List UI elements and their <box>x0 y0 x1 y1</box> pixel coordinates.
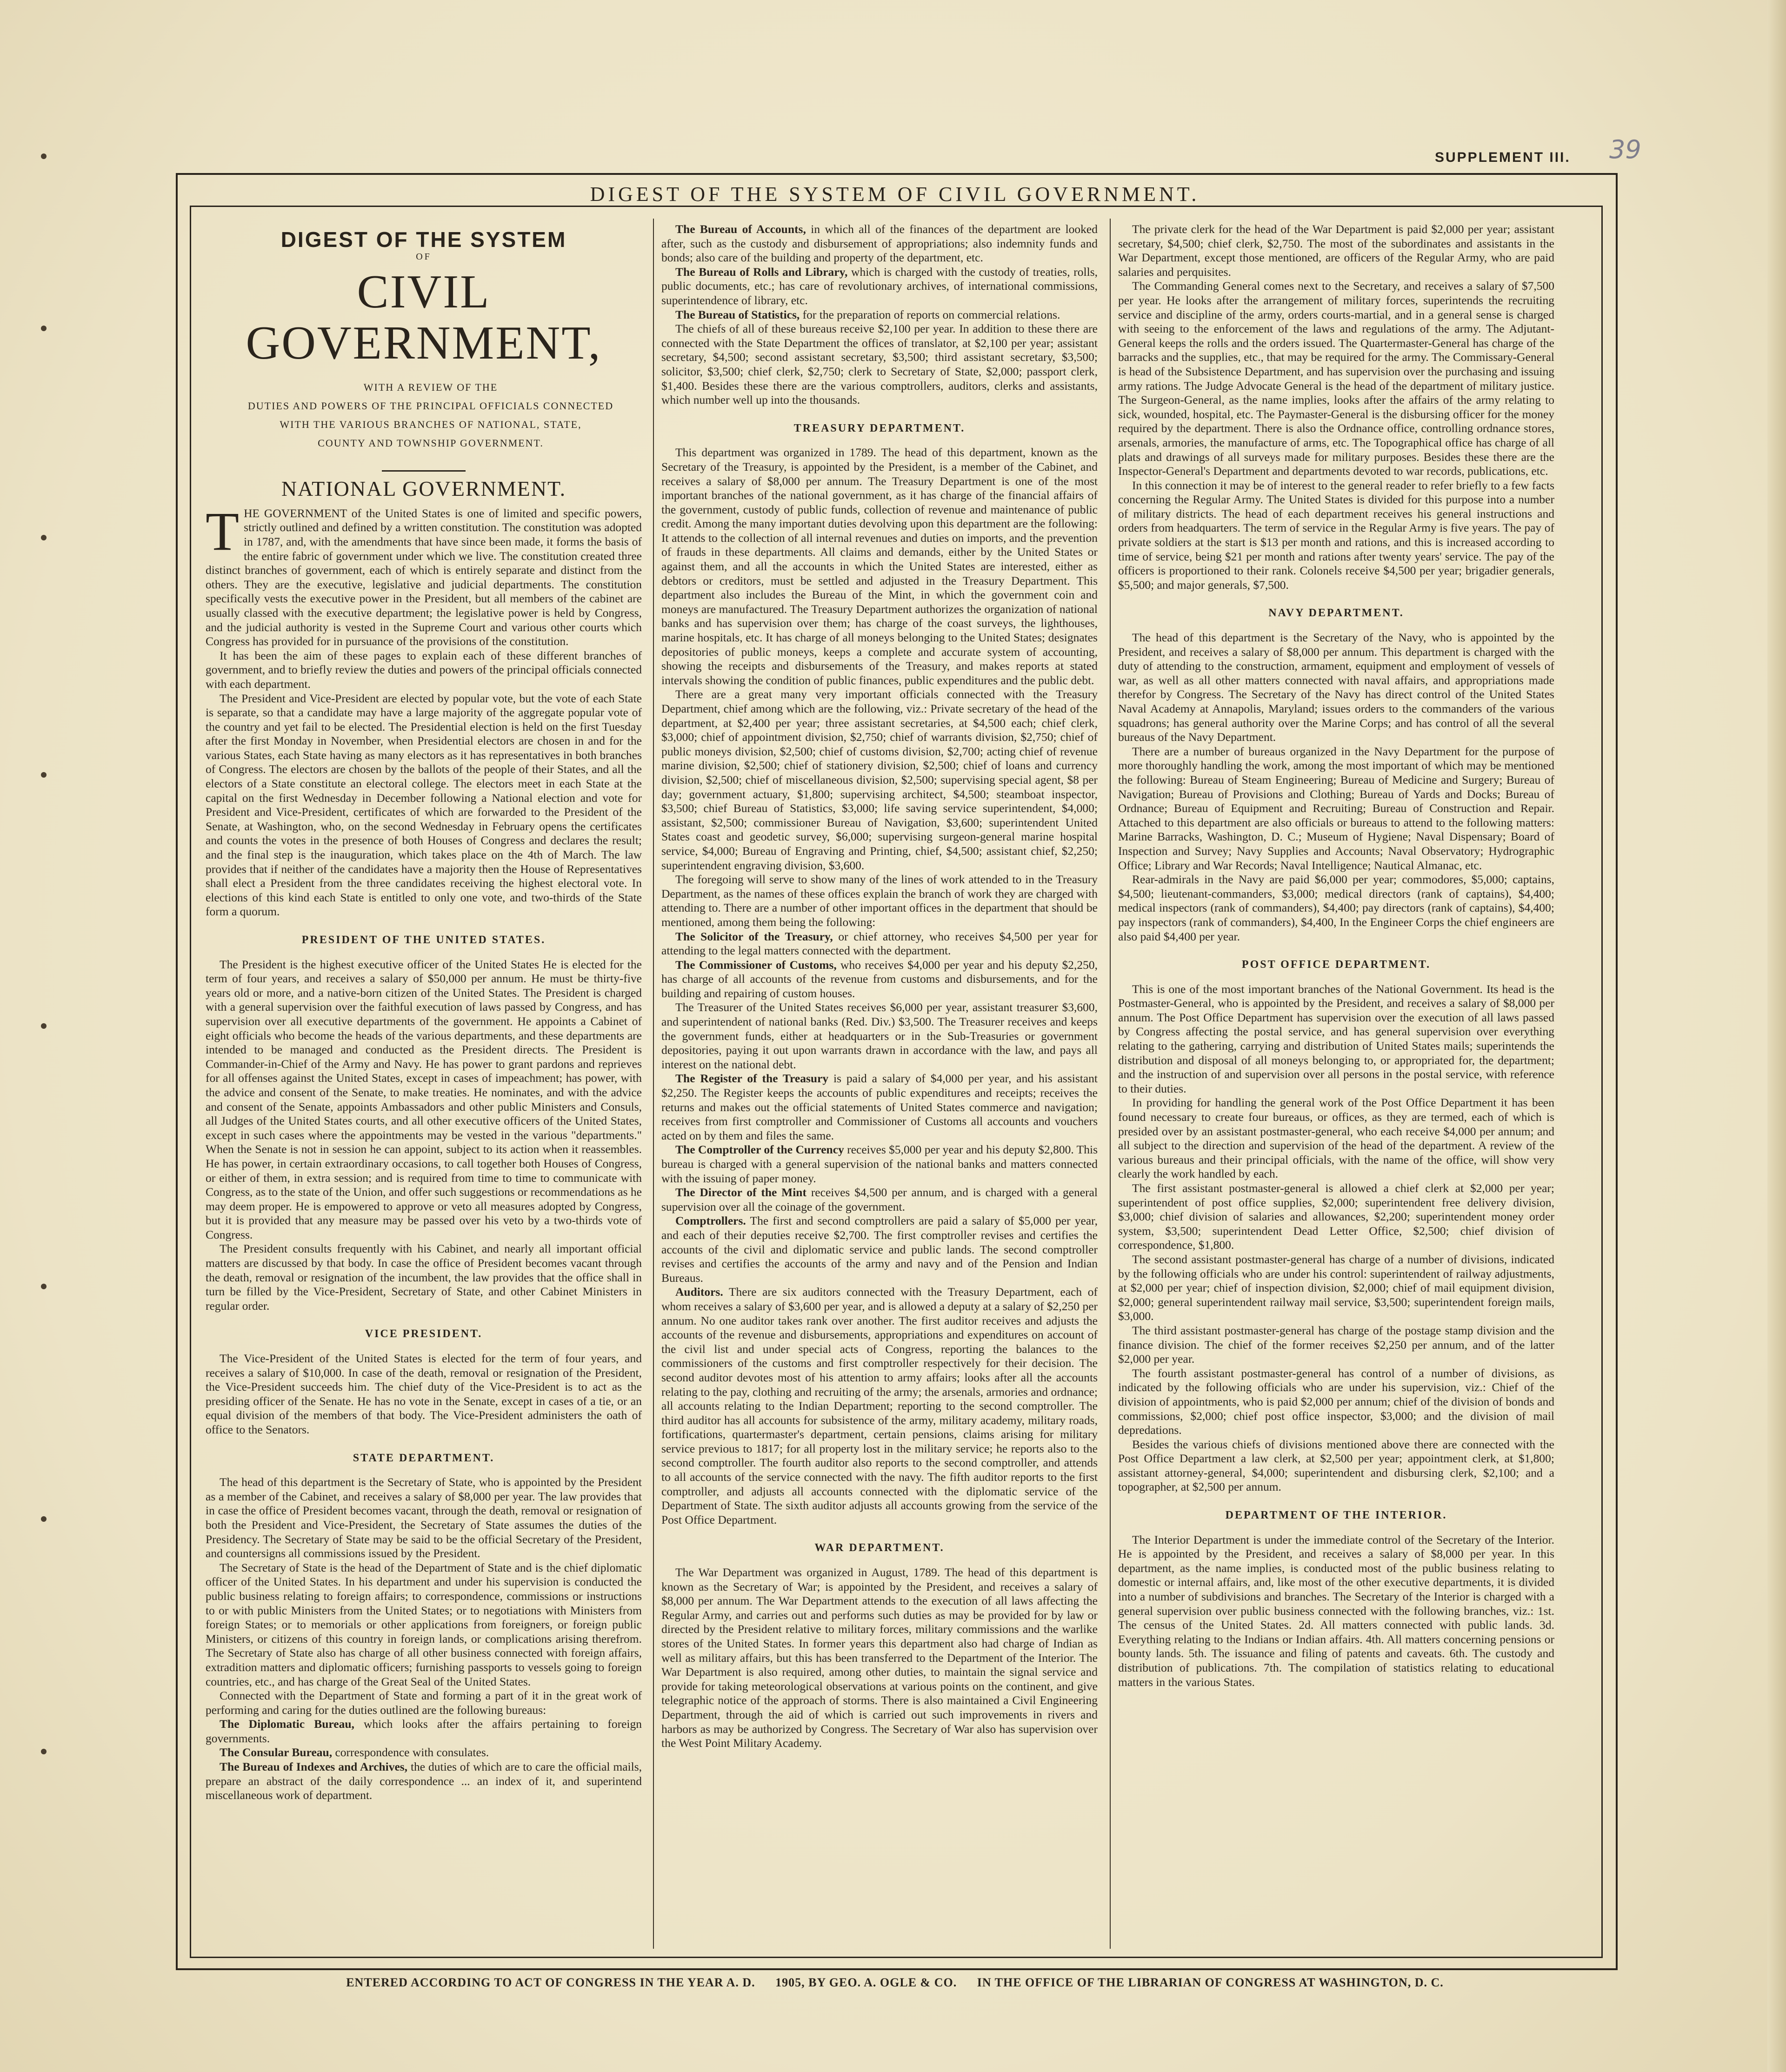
war-paragraph: In this connection it may be of interest to the general reader to refer briefly to a few facts concerning the Regular Army. The United States is divided for this purpose into a number of military districts. The head of each department receives his general instructions and orders from headquarters. The term of service in the Regular Army is five years. The pay of private soldiers at the start is $13 per month and rations, and this is increased according to time of service, being $21 per month and rations after twenty years' service. The pay of the officers is proportioned to their rank. Colonels receive $4,500 per year; brigadier generals, $5,500; and major generals, $7,500. <box>1118 478 1554 592</box>
binding-hole <box>41 153 47 159</box>
treasury-paragraph: The foregoing will serve to show many of the lines of work attended to in the Treasury Department, as the names of these offices explain the branch of work they are charged with attending to. There are a number of other important offices in the department that should be mentioned, among them being the following: <box>661 873 1098 929</box>
navy-paragraph: The head of this department is the Secretary of the Navy, who is appointed by the President, and receives a salary of $8,000 per annum. This department is charged with the duty of attending to the construction, armament, equipment and employment of vessels of war, as well as all other matters connected with naval affairs, and appropriations made therefor by Congress. The Secretary of the Navy has direct control of the United States Naval Academy at Annapolis, Maryland; issues orders to the commanders of the various squadrons; has general authority over the Marine Corps; and has control of all the several bureaus of the Navy Department. <box>1118 631 1554 744</box>
masthead-subtitle: WITH A REVIEW OF THE <box>363 381 498 393</box>
masthead-rule <box>382 470 466 472</box>
binding-hole <box>41 535 47 540</box>
bureau-item: The Diplomatic Bureau, which looks after the affairs pertaining to foreign governments. <box>206 1717 642 1745</box>
bureau-item: The Bureau of Statistics, for the preparation of reports on commercial relations. <box>675 307 1060 321</box>
treasury-item: The Comptroller of the Currency receives $5,000 per year and his deputy $2,800. This bureau is charged with a general supervision of the national banks and matters connected with the issuing of paper money. <box>661 1143 1098 1185</box>
president-paragraph: The President is the highest executive officer of the United States He is elected for the term of four years, and receives a salary of $50,000 per annum. He must be thirty-five years old or more, and a native-born citizen of the United States. The President is charged with a general supervision over the faithful execution of laws passed by Congress, and has supervision over all executive departments of the government. He appoints a Cabinet of eight officials who become the heads of the various departments, and these departments are intended to be managed and conducted as the President directs. The President is Commander-in-Chief of the Army and Navy. He has power to grant pardons and reprieves for all offenses against the United States, except in cases of impeachment; has power, with the advice and consent of the Senate, to make treaties. He nominates, and with the advice and consent of the Senate, appoints Ambassadors and other public Ministers and Consuls, all Judges of the United States courts, and all other executive officers of the United States, except in such cases where the appointments may be vested in the various "departments." When the Senate is not in session he can appoint, subject to its action when it reassembles. He has power, in certain extraordinary occasions, to call together both Houses of Congress, or either of them, in extra session; and is required from time to time to communicate with Congress, as to the state of the Union, and offer such suggestions or recommendations as he may deem proper. He is empowered to approve or veto all measures adopted by Congress, but it is provided that any measure may be passed over his veto by a two-thirds vote of Congress. <box>206 957 642 1241</box>
masthead-line1: DIGEST OF THE SYSTEM <box>280 227 567 252</box>
binding-hole <box>41 1516 47 1522</box>
column-divider <box>653 219 654 1949</box>
bureau-item: The Consular Bureau, correspondence with consulates. <box>220 1746 489 1759</box>
war-paragraph: The War Department was organized in August, 1789. The head of this department is known as the Secretary of War; is appointed by the President, and receives a salary of $8,000 per annum. The War Department attends to the execution of all laws affecting the Regular Army, and carries out and performs such duties as may be provided for by law or directed by the President relative to military forces, military commissions and the warlike stores of the United States. In former years this department also had charge of Indian as well as military affairs, but this has been transferred to the Department of the Interior. The War Department is also required, among other duties, to maintain the signal service and provide for taking meteorological observations at various points on the continent, and give telegraphic notice of the approach of storms. There is also maintained a Civil Engineering Department, through the aid of which is carried out such improvements in rivers and harbors as may be authorized by Congress. The Secretary of War also has supervision over the West Point Military Academy. <box>661 1566 1098 1750</box>
navy-paragraph: Rear-admirals in the Navy are paid $6,000 per year; commodores, $5,000; captains, $4,500; lieutenant-commanders, $3,000; medical directors (rank of captains), $4,400; medical inspectors (rank of commanders), $4,400; pay directors (rank of captains), $4,400; pay inspectors (rank of commanders), $4,400, In the Engineer Corps the chief engineers are also paid $4,400 per year. <box>1118 873 1554 943</box>
treasury-item: Auditors. There are six auditors connected with the Treasury Department, each of whom receives a salary of $3,600 per year, and is allowed a deputy at a salary of $2,250 per annum. No one auditor takes rank over another. The first auditor receives and adjusts the accounts of the revenue and disbursements, appropriations and expenditures on account of the civil list and under special acts of Congress, reporting the balances to the commissioners of the customs and first comptroller respectively for their decision. The second auditor devotes most of his attention to army affairs; looks after all the accounts relating to the pay, clothing and recruiting of the army; the arsenals, armories and ordnance; all accounts relating to the Indian Department; reporting to the second comptroller. The third auditor has all accounts for subsistence of the army, military academy, military roads, fortifications, quartermaster's department, certain pensions, claims arising for military service previous to 1817; for all property lost in the military service; he reports also to the second comptroller. The fourth auditor also reports to the second comptroller, and attends to all accounts of the service connected with the navy. The fifth auditor reports to the first comptroller, and adjusts all accounts connected with the diplomatic service of the Department of State. The sixth auditor adjusts all accounts growing from the service of the Post Office Department. <box>661 1285 1098 1526</box>
interior-heading: DEPARTMENT OF THE INTERIOR. <box>1225 1509 1447 1522</box>
national-paragraph: THE GOVERNMENT of the United States is one of limited and specific powers, strictly outlined and defined by a written constitution. The constitution was adopted in 1787, and, with the amendments that have since been made, it forms the basis of the entire fabric of government under which we live. The constitution created three distinct branches of government, each of which is entirely separate and distinct from the others. They are the executive, legislative and judicial departments. The constitution specifically vests the executive power in the President, but all members of the cabinet are usually classed with the executive department; the legislative power is held by Congress, and the judicial authority is vested in the Supreme Court and various other courts which Congress has provided for in pursuance of the provisions of the constitution. <box>206 500 642 648</box>
post-office-paragraph: The third assistant postmaster-general has charge of the postage stamp division and the finance division. The chief of the former receives $2,250 per annum, and of the latter $2,000 per year. <box>1118 1323 1554 1366</box>
page-number: 39 <box>1609 135 1641 164</box>
treasury-item: The Director of the Mint receives $4,500 per annum, and is charged with a general supervision over all the coinage of the government. <box>661 1186 1098 1213</box>
post-office-heading: POST OFFICE DEPARTMENT. <box>1241 959 1431 971</box>
war-heading: WAR DEPARTMENT. <box>814 1542 945 1554</box>
national-paragraph: It has been the aim of these pages to explain each of these different branches of government, and to briefly review the duties and powers of the principal officials connected with each department. <box>206 648 642 691</box>
supplement-label: SUPPLEMENT III. <box>1435 150 1571 165</box>
binding-hole <box>41 1749 47 1754</box>
state-paragraph: Connected with the Department of State and forming a part of it in the great work of performing and caring for the duties outlined are the following bureaus: <box>206 1689 642 1717</box>
footer-middle: 1905, BY GEO. A. OGLE & CO. <box>775 1976 957 1989</box>
post-office-paragraph: Besides the various chiefs of divisions mentioned above there are connected with the Post Office Department a law clerk, at $2,500 per year; appointment clerk, at $1,800; assistant attorney-general, $4,000; superintendent and disbursing clerk, $2,100; and a topographer, at $2,500 per annum. <box>1118 1437 1554 1494</box>
treasury-item: The Commissioner of Customs, who receives $4,000 per year and his deputy $2,250, has charge of all accounts of the revenue from customs and disbursements, and for the building and repairing of custom houses. <box>661 958 1098 1000</box>
post-office-paragraph: In providing for handling the general work of the Post Office Department it has been found necessary to create four bureaus, or offices, as they are termed, each of which is presided over by an assistant postmaster-general, who each receive $4,000 per annum; and all subject to the direction and supervision of the head of the department. A review of the various bureaus and their principal officials, with the name of the office, will show very clearly the work handled by each. <box>1118 1096 1554 1181</box>
masthead-title: CIVIL GOVERNMENT, <box>246 266 602 370</box>
bureau-item: The Bureau of Indexes and Archives, the duties of which are to care the official mails, prepare an abstract of the daily correspondence ... an index of it, and superintend miscellaneous work of department. <box>206 1760 642 1802</box>
masthead-subtitle: WITH THE VARIOUS BRANCHES OF NATIONAL, STATE, <box>280 419 582 431</box>
post-office-paragraph: This is one of the most important branches of the National Government. Its head is the Postmaster-General, who is appointed by the President, and receives a salary of $8,000 per annum. The Post Office Department has supervision over the execution of all laws passed by Congress affecting the postal service, and has general supervision over everything relating to the gathering, carrying and distribution of United States mails; superintends the distribution and disposal of all moneys belonging to, or appropriated for, the department; and the instruction of and supervision over all persons in the postal service, with reference to their duties. <box>1118 982 1554 1095</box>
masthead-subtitle: DUTIES AND POWERS OF THE PRINCIPAL OFFICIALS CONNECTED <box>247 400 614 412</box>
page-title: DIGEST OF THE SYSTEM OF CIVIL GOVERNMENT. <box>590 183 1200 206</box>
column-3 <box>1118 222 1554 1948</box>
masthead-subtitle: COUNTY AND TOWNSHIP GOVERNMENT. <box>318 437 544 449</box>
footer-right: IN THE OFFICE OF THE LIBRARIAN OF CONGRESS AT WASHINGTON, D. C. <box>977 1976 1444 1989</box>
vice-president-paragraph: The Vice-President of the United States is elected for the term of four years, and receives a salary of $10,000. In case of the death, removal or resignation of the President, the Vice-President succeeds him. The chief duty of the Vice-President is to act as the presiding officer of the Senate. He has no vote in the Senate, except in cases of a tie, or an equal division of the members of that body. The Vice-President administers the oath of office to the Senators. <box>206 1352 642 1436</box>
president-heading: PRESIDENT OF THE UNITED STATES. <box>301 934 546 946</box>
war-paragraph: The Commanding General comes next to the Secretary, and receives a salary of $7,500 per year. He looks after the arrangement of military forces, superintends the recruiting service and discipline of the army, orders courts-martial, and in a general sense is charged with seeing to the enforcement of the laws and regulations of the army. The Adjutant-General keeps the rolls and the orders issued. The Quartermaster-General has charge of the barracks and the supplies, etc., that may be required for the army. The Commissary-General is head of the Subsistence Department, and has supervision over the purchasing and issuing army rations. The Judge Advocate General is the head of the department of military justice. The Surgeon-General, as the name implies, looks after the affairs of the army relating to sick, wounded, hospital, etc. The Paymaster-General is the disbursing officer for the money required by the department. There is also the Ordnance office, controlling ordnance stores, arsenals, armories, the manufacture of arms, etc. The Topographical office has charge of all plats and drawings of all surveys made for military purposes. Besides these there are the Inspector-General's Department and departments devoted to war records, publications, etc. <box>1118 279 1554 478</box>
state-heading: STATE DEPARTMENT. <box>353 1452 495 1464</box>
bureau-item: The Bureau of Accounts, in which all of the finances of the department are looked after, such as the custody and disbursement of appropriations; also indemnity funds and bonds; also care of the building and property of the department, etc. <box>661 222 1098 265</box>
treasury-item: The Solicitor of the Treasury, or chief attorney, who receives $4,500 per year for attending to the legal matters connected with the department. <box>661 929 1098 958</box>
post-office-paragraph: The second assistant postmaster-general has charge of a number of divisions, indicated by the following officials who are under his control: superintendent of railway adjustments, at $2,000 per year; chief of inspection division, $2,000; chief of mail equipment division, $2,000; general superintendent railway mail service, $3,500; superintendent foreign mails, $3,000. <box>1118 1252 1554 1323</box>
footer-left: ENTERED ACCORDING TO ACT OF CONGRESS IN THE YEAR A. D. <box>346 1976 755 1989</box>
state-paragraph: The head of this department is the Secretary of State, who is appointed by the President as a member of the Cabinet, and receives a salary of $8,000 per year. The law provides that in case the office of President becomes vacant, through the death, removal or resignation of both the President and Vice-President, the Secretary of State assumes the duties of the Presidency. The Secretary of State may be said to be the official Secretary of the President, and countersigns all commissions issued by the President. <box>206 1475 642 1560</box>
column-divider <box>1110 219 1111 1949</box>
post-office-paragraph: The fourth assistant postmaster-general has control of a number of divisions, as indicated by the following officials who are under his supervision, viz.: Chief of the division of appointments, who is paid $2,000 per annum; chief of the division of bonds and commissions, $2,000; chief post office inspector, $3,000; and the division of mail depredations. <box>1118 1366 1554 1437</box>
binding-hole <box>41 1023 47 1029</box>
treasury-heading: TREASURY DEPARTMENT. <box>793 422 966 434</box>
binding-hole <box>41 1284 47 1289</box>
column-2 <box>661 222 1098 1948</box>
state-paragraph: The chiefs of all of these bureaus receive $2,100 per year. In addition to these there are connected with the State Department the offices of translator, at $2,100 per year; assistant secretary, $4,500; second assistant secretary, $3,500; third assistant secretary, $3,500; solicitor, $3,500; chief clerk, $2,750; clerk to Secretary of State, $2,000; passport clerk, $1,400. Besides these there are the various comptrollers, auditors, clerks and assistants, which number well up into the thousands. <box>661 322 1098 407</box>
treasury-paragraph: The Treasurer of the United States receives $6,000 per year, assistant treasurer $3,600, and superintendent of national banks (Red. Div.) $3,500. The Treasurer receives and keeps the government funds, either at headquarters or in the Sub-Treasuries or government depositories, paying it out upon warrants drawn in accordance with the law, and pays all interest on the national debt. <box>661 1000 1098 1071</box>
treasury-item: Comptrollers. The first and second comptrollers are paid a salary of $5,000 per year, and each of their deputies receive $2,700. The first comptroller revises and certifies the accounts of the civil and diplomatic service and public lands. The second comptroller revises and certifies the accounts of the army and navy and of the Pension and Indian Bureaus. <box>661 1214 1098 1285</box>
page-edge <box>1767 0 1786 2072</box>
navy-heading: NAVY DEPARTMENT. <box>1268 607 1404 620</box>
national-paragraph: The President and Vice-President are elected by popular vote, but the vote of each State is separate, so that a candidate may have a large majority of the aggregate popular vote of the country and yet fail to be elected. The Presidential election is held on the first Tuesday after the first Monday in November, when Presidential electors are chosen in and for the various States, each State having as many electors as it has representatives in both branches of Congress. The electors are chosen by the ballots of the people of their States, and all the electors of a State constitute an electoral college. The electors meet in each State at the capital on the first Wednesday in December following a National election and vote for President and Vice-President, certificates of which are forwarded to the President of the Senate, at Washington, who, on the second Wednesday in February opens the certificates and counts the votes in the presence of both Houses of Congress and declares the result; and the final step is the inauguration, which takes place on the 4th of March. The law provides that if neither of the candidates have a majority then the House of Representatives shall elect a President from the three candidates receiving the highest electoral vote. In elections of this kind each State is entitled to only one vote, and two-thirds of the State form a quorum. <box>206 691 642 919</box>
treasury-paragraph: This department was organized in 1789. The head of this department, known as the Secretary of the Treasury, is appointed by the President, is a member of the Cabinet, and receives a salary of $8,000 per annum. The Treasury Department is one of the most important branches of the national government, as it has charge of the financial affairs of the government, custody of public funds, collection of revenue and maintenance of public credit. Among the many important duties devolving upon this department are the following: It attends to the collection of all internal revenues and duties on imports, and the prevention of frauds in these departments. All claims and demands, either by the United States or against them, and all the accounts in which the United States are interested, either as debtors or creditors, must be settled and adjusted in the Treasury Department. This department also includes the Bureau of the Mint, in which the government coin and moneys are manufactured. The Treasury Department authorizes the organization of national banks and has supervision over them; has charge of the coast surveys, the lighthouses, marine hospitals, etc. It has charge of all moneys belonging to the United States; designates depositories of public moneys, keeps a complete and accurate system of accounting, showing the receipts and disbursements of the Treasury, and makes reports at stated intervals showing the condition of public finances, public expenditures and the public debt. <box>661 446 1098 687</box>
masthead-of: OF <box>416 251 432 262</box>
column-1 <box>206 222 642 1948</box>
bureau-item: The Bureau of Rolls and Library, which is charged with the custody of treaties, rolls, public documents, etc.; has care of revolutionary archives, of international commissions, superintendence of library, etc. <box>661 265 1098 307</box>
state-paragraph: The Secretary of State is the head of the Department of State and is the chief diplomatic officer of the United States. In his department and under his supervision is conducted the public business relating to foreign affairs; to correspondence, commissions or instructions to or with public Ministers from the United States; or to negotiations with Ministers from foreign States; or to memorials or other applications from foreigners, or foreign public Ministers, or citizens of this country in foreign lands, or complications arising therefrom. The Secretary of State also has charge of all other business connected with foreign affairs, extradition matters and diplomatic officers; furnishing passports to vessels going to foreign countries, etc., and has charge of the Great Seal of the United States. <box>206 1560 642 1688</box>
binding-hole <box>41 326 47 331</box>
navy-paragraph: There are a number of bureaus organized in the Navy Department for the purpose of more thoroughly handling the work, among the most important of which may be mentioned the following: Bureau of Steam Engineering; Bureau of Medicine and Surgery; Bureau of Navigation; Bureau of Provisions and Clothing; Bureau of Yards and Docks; Bureau of Ordnance; Bureau of Equipment and Recruiting; Bureau of Construction and Repair. Attached to this department are also officials or bureaus to attend to the following matters: Marine Barracks, Washington, D. C.; Museum of Hygiene; Naval Dispensary; Board of Inspection and Survey; Navy Supplies and Accounts; Naval Observatory; Hydrographic Office; Library and War Records; Naval Intelligence; Nautical Almanac, etc. <box>1118 744 1554 872</box>
drop-cap: T <box>206 500 240 562</box>
treasury-paragraph: There are a great many very important officials connected with the Treasury Department, chief among which are the following, viz.: Private secretary of the head of the department, at $2,400 per year; three assistant secretaries, at $4,500 each; chief clerk, $3,000; chief of appointment division, $2,750; chief of warrants division, $2,750; chief of public moneys division, $2,500; chief of customs division, $2,700; acting chief of revenue marine division, $2,500; chief of stationery division, $2,500; chief of loans and currency division, $2,500; chief of miscellaneous division, $2,500; supervising special agent, $8 per day; government actuary, $1,800; supervising architect, $4,500; steamboat inspector, $3,500; chief Bureau of Statistics, $3,000; life saving service superintendent, $4,000; assistant, $2,500; commissioner Bureau of Navigation, $3,600; superintendent United States coast and geodetic survey, $6,000; supervising surgeon-general marine hospital service, $4,000; Bureau of Engraving and Printing, chief, $4,500; assistant chief, $2,250; superintendent engraving division, $3,600. <box>661 687 1098 872</box>
war-paragraph: The private clerk for the head of the War Department is paid $2,000 per year; assistant secretary, $4,500; chief clerk, $2,750. The most of the subordinates and assistants in the War Department, except those mentioned, are officers of the Regular Army, who are paid salaries and perquisites. <box>1118 222 1554 279</box>
post-office-paragraph: The first assistant postmaster-general is allowed a chief clerk at $2,000 per year; superintendent of post office supplies, $2,000; superintendent free delivery division, $3,000; chief division of salaries and allowances, $2,200; superintendent money order system, $3,500; superintendent Dead Letter Office, $2,500; chief division of correspondence, $1,800. <box>1118 1181 1554 1252</box>
vice-president-heading: VICE PRESIDENT. <box>365 1328 483 1340</box>
copyright-footer <box>190 1976 1600 1990</box>
interior-paragraph: The Interior Department is under the immediate control of the Secretary of the Interior. He is appointed by the President, and receives a salary of $8,000 per year. In this department, as the name implies, is conducted most of the public business relating to domestic or internal affairs, and, like most of the other executive departments, it is divided into a number of subdivisions and branches. The Secretary of the Interior is charged with a general supervision over public business connected with the following branches, viz.: 1st. The census of the United States. 2d. All matters connected with public lands. 3d. Everything relating to the Indians or Indian affairs. 4th. All matters concerning pensions or bounty lands. 5th. The issuance and filing of patents and caveats. 6th. The custody and distribution of publications. 7th. The compilation of statistics relating to educational matters in the various States. <box>1118 1532 1554 1689</box>
president-paragraph: The President consults frequently with his Cabinet, and nearly all important official matters are discussed by that body. In case the office of President becomes vacant through the death, removal or resignation of the incumbent, the law provides that the office shall in turn be filled by the Vice-President, Secretary of State, and other Cabinet Ministers in regular order. <box>206 1242 642 1312</box>
treasury-item: The Register of the Treasury is paid a salary of $4,000 per year, and his assistant $2,250. The Register keeps the accounts of public expenditures and receipts; receives the returns and makes out the official statements of United States commerce and navigation; receives from first comptroller and Commissioner of Customs all accounts and vouchers acted on by them and files the same. <box>661 1072 1098 1142</box>
national-heading: NATIONAL GOVERNMENT. <box>281 477 566 501</box>
binding-hole <box>41 772 47 778</box>
